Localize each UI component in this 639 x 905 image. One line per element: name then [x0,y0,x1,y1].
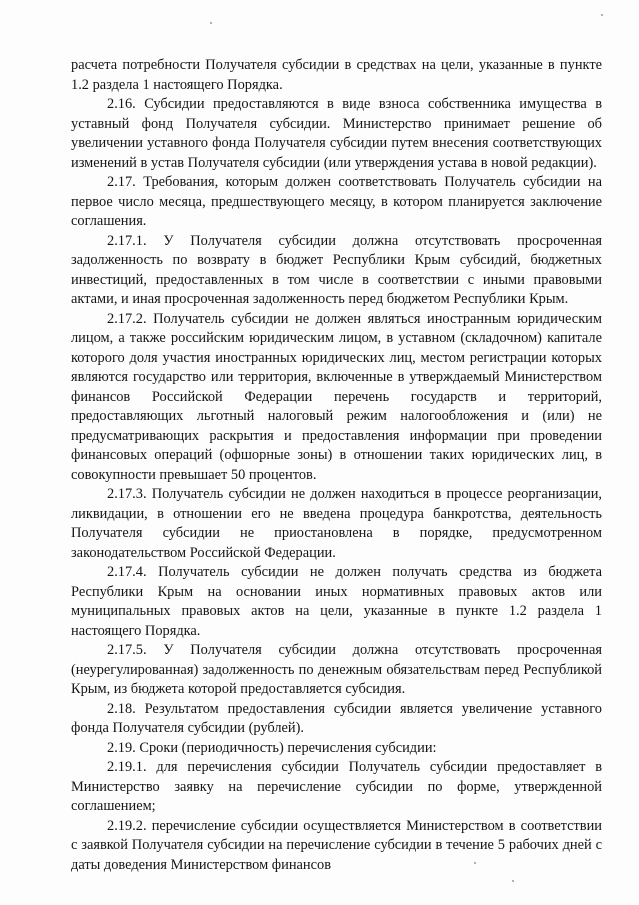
paragraph-2-18: 2.18. Результатом предоставления субсидии является увеличение уставного фонда Получателя субсидии (рублей). [71,700,602,736]
paragraph-2-17-2: 2.17.2. Получатель субсидии не должен являться иностранным юридическим лицом, а также российским юридическим лицом, в уставном (складочном) капитале которого доля участия иностранных юридических лиц, местом регистрации которых являются государство или территория, включенные в утверждаемый Министерством финансов Российской Федерации перечень государств и территорий, предоставляющих льготный налоговый режим налогообложения и (или) не предусматривающих раскрытия и предоставления информации при проведении финансовых операций (офшорные зоны) в отношении таких юридических лиц, в совокупности превышает 50 процентов. [71,310,602,483]
paragraph-2-19: 2.19. Сроки (периодичность) перечисления субсидии: [107,739,437,756]
paragraph-2-17-5: 2.17.5. У Получателя субсидии должна отсутствовать просроченная (неурегулированная) задолженность по денежным обязательствам перед Республикой Крым, из бюджета которой предоставляется субсидия. [71,642,602,697]
paragraph-2-17: 2.17. Требования, которым должен соответствовать Получатель субсидии на первое число месяца, предшествующего месяцу, в котором планируется заключение соглашения. [71,174,602,229]
scan-speck [601,14,603,16]
scan-speck [210,22,212,24]
scan-speck [512,880,514,882]
paragraph-2-17-4: 2.17.4. Получатель субсидии не должен получать средства из бюджета Республики Крым на основании иных нормативных правовых актов или муниципальных правовых актов на цели, указанные в пункте 1.2 раздела 1 настоящего Порядка. [71,564,602,639]
paragraph-2-17-3: 2.17.3. Получатель субсидии не должен находиться в процессе реорганизации, ликвидации, в отношении его не введена процедура банкротства, деятельность Получателя субсидии не приостановлена в порядке, предусмотренном законодательством Российской Федерации. [71,486,602,561]
paragraph-2-16: 2.16. Субсидии предоставляются в виде взноса собственника имущества в уставный фонд Получателя субсидии. Министерство принимает решение об увеличении уставного фонда Получателя субсидии путем внесения соответствующих изменений в устав Получателя субсидии (или утверждения устава в новой редакции). [71,96,602,171]
paragraph-continuation: расчета потребности Получателя субсидии в средствах на цели, указанные в пункте 1.2 раздела 1 настоящего Порядка. [71,57,602,93]
paragraph-2-17-1: 2.17.1. У Получателя субсидии должна отсутствовать просроченная задолженность по возврату в бюджет Республики Крым субсидий, бюджетных инвестиций, предоставленных в том числе в соответствии с иными правовыми актами, и иная просроченная задолженность перед бюджетом Республики Крым. [71,232,602,307]
document-body [71,56,602,875]
paragraph-2-19-2: 2.19.2. перечисление субсидии осуществляется Министерством в соответствии с заявкой Получателя субсидии на перечисление субсидии в течение 5 рабочих дней с даты доведения Министерством финансов [71,817,602,873]
paragraph-2-19-1: 2.19.1. для перечисления субсидии Получатель субсидии предоставляет в Министерство заявку на перечисление субсидии по форме, утвержденной соглашением; [71,759,602,814]
